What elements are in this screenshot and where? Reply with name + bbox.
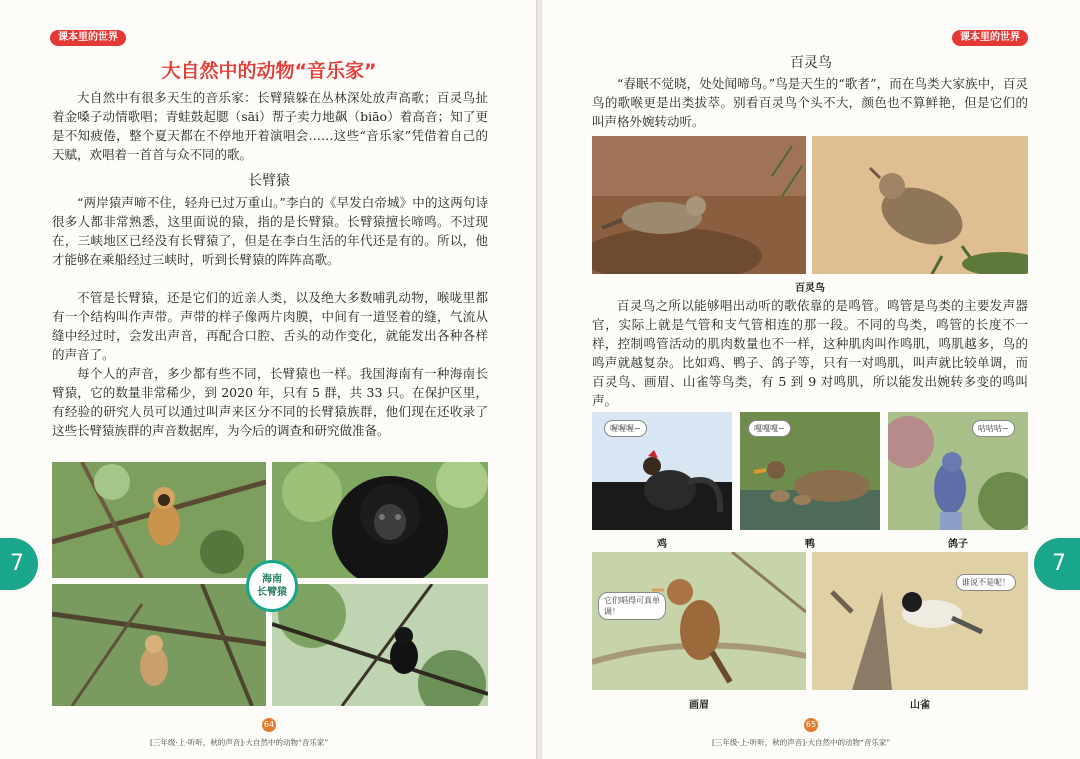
duck-speech-bubble: 嘎嘎嘎~ — [748, 420, 791, 437]
lark-photo-1 — [592, 136, 806, 274]
section-title-lark: 百灵鸟 — [790, 55, 832, 71]
page-number: 64 — [262, 718, 276, 732]
hwamei-photo — [592, 552, 806, 690]
gibbon-photo-1 — [52, 462, 266, 578]
lark-photo-2 — [812, 136, 1028, 274]
page-footer: [三年级·上·听听，秋的声音]·大自然中的动物“音乐家” — [712, 738, 891, 747]
hwamei-caption: 画眉 — [689, 700, 709, 711]
tit-caption: 山雀 — [910, 700, 930, 711]
hainan-gibbon-badge — [246, 560, 298, 612]
rooster-caption: 鸡 — [657, 539, 667, 550]
left-page — [0, 0, 538, 759]
gibbon-photo-2 — [272, 462, 488, 578]
lark-caption: 百灵鸟 — [795, 283, 825, 294]
badge-line-1: 海南 — [262, 574, 282, 585]
pigeon-caption: 鸽子 — [948, 539, 968, 550]
duck-caption: 鸭 — [805, 539, 815, 550]
lark-paragraph-2: 百灵鸟之所以能够唱出动听的歌依靠的是鸣管。鸣管是鸟类的主要发声器官，实际上就是气管和支气管相连的那一段。不同的鸟类，鸣管的长度不一样，控制鸣管活动的肌肉数量也不一样，这种肌肉叫作鸣肌，鸣肌越多，鸟的鸣声就越复杂。比如鸡、鸭子、鸽子等，只有一对鸣肌，叫声就比较单调，而百灵鸟、画眉、山雀等鸟类，有 5 到 9 对鸣肌，所以能发出婉转多变的鸣叫声。 — [592, 298, 1028, 408]
right-page — [542, 0, 1080, 759]
gibbon-paragraph-1: “两岸猿声啼不住，轻舟已过万重山。”李白的《早发白帝城》中的这两句诗很多人都非常熟悉，这里面说的猿，指的是长臂猿。长臂猿擅长啼鸣。不过现在，三峡地区已经没有长臂猿了，但是在李白生活的年代还是有的。所以，他才能够在乘船经过三峡时，听到长臂猿的阵阵高歌。 — [52, 195, 488, 267]
chapter-side-tab: 7 — [1034, 538, 1080, 590]
page-footer: [三年级·上·听听，秋的声音]·大自然中的动物“音乐家” — [150, 738, 329, 747]
section-tag: 课本里的世界 — [50, 30, 126, 46]
section-tag: 课本里的世界 — [952, 30, 1028, 46]
gibbon-paragraph-2: 不管是长臂猿，还是它们的近亲人类，以及绝大多数哺乳动物，喉咙里都有一个结构叫作声带。声带的样子像两片肉膜，中间有一道竖着的缝，气流从缝中经过时，会发出声音，再配合口腔、舌头的动作变化，就能发出各种各样的声音了。 — [52, 290, 488, 362]
pigeon-speech-bubble: 咕咕咕~ — [972, 420, 1015, 437]
hwamei-speech-bubble: 它们唱得可真单调！ — [598, 592, 666, 620]
chapter-side-tab: 7 — [0, 538, 38, 590]
rooster-speech-bubble: 喔喔喔~ — [604, 420, 647, 437]
gibbon-photo-4 — [272, 584, 488, 706]
tit-photo — [812, 552, 1028, 690]
tit-speech-bubble: 谁说不是呢！ — [956, 574, 1016, 591]
badge-line-2: 长臂猿 — [257, 587, 287, 598]
gibbon-photo-3 — [52, 584, 266, 706]
page-number: 65 — [804, 718, 818, 732]
gibbon-paragraph-3: 每个人的声音，多少都有些不同，长臂猿也一样。我国海南有一种海南长臂猿，它的数量非常稀少，到 2020 年，只有 5 群，共 33 只。在保护区里，有经验的研究人员可以通过叫声来区分不同的长臂猿族群，他们现在还收录了这些长臂猿族群的声音数据库，为今后的调查和研究做准备。 — [52, 366, 488, 438]
lark-paragraph-1: “春眠不觉晓，处处闻啼鸟。”鸟是天生的“歌者”，而在鸟类大家族中，百灵鸟的歌喉更是出类拔萃。别看百灵鸟个头不大，颜色也不算鲜艳，但是它们的叫声格外婉转动听。 — [592, 76, 1028, 129]
section-title-gibbon: 长臂猿 — [248, 173, 290, 189]
page-title: 大自然中的动物“音乐家” — [161, 60, 377, 82]
intro-paragraph: 大自然中有很多天生的音乐家：长臂猿躲在丛林深处放声高歌；百灵鸟扯着金嗓子动情歌唱；青蛙鼓起腮（sāi）帮子卖力地飙（biāo）着高音；知了更是不知疲倦，整个夏天都在不停地开着演唱会……这些“音乐家”凭借着自己的天赋，欢唱着一首首与众不同的歌。 — [52, 90, 488, 162]
